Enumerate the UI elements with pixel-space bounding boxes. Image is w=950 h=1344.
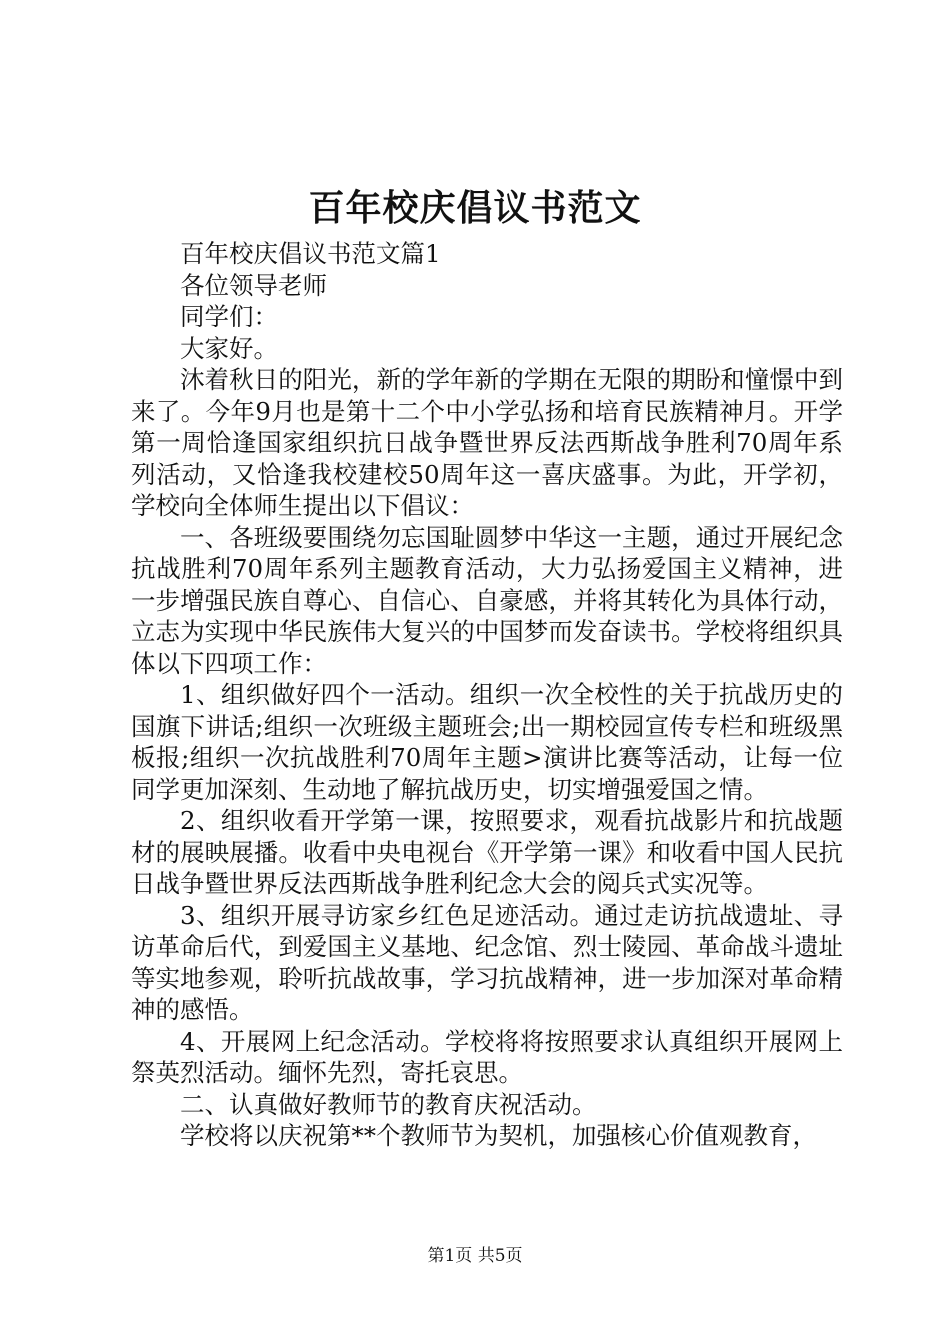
paragraph: 二、认真做好教师节的教育庆祝活动。 (180, 1089, 597, 1119)
paragraph: 4、开展网上纪念活动。学校将将按照要求认真组织开展网上祭英烈活动。缅怀先烈，寄托哀思。 (131, 1026, 843, 1087)
paragraph: 各位领导老师 (180, 270, 327, 300)
paragraph: 大家好。 (180, 333, 278, 363)
paragraph: 2、组织收看开学第一课，按照要求，观看抗战影片和抗战题材的展映展播。收看中央电视台《开学第一课》和收看中国人民抗日战争暨世界反法西斯战争胜利纪念大会的阅兵式实况等。 (131, 806, 843, 898)
paragraph: 沐着秋日的阳光，新的学年新的学期在无限的期盼和憧憬中到来了。今年9月也是第十二个中小学弘扬和培育民族精神月。开学第一周恰逢国家组织抗日战争暨世界反法西斯战争胜利70周年系列活动，又恰逢我校建校50周年这一喜庆盛事。为此，开学初，学校向全体师生提出以下倡议： (131, 365, 843, 520)
paragraph: 百年校庆倡议书范文篇1 (180, 239, 441, 268)
page-footer: 第1页 共5页 (427, 1246, 523, 1266)
paragraph: 学校将以庆祝第**个教师节为契机，加强核心价值观教育， (180, 1121, 817, 1150)
paragraph: 1、组织做好四个一活动。组织一次全校性的关于抗战历史的国旗下讲话;组织一次班级主题班会;出一期校园宣传专栏和班级黑板报;组织一次抗战胜利70周年主题>演讲比赛等活动，让每一位同学更加深刻、生动地了解抗战历史，切实增强爱国之情。 (131, 680, 843, 804)
document-title: 百年校庆倡议书范文 (308, 188, 642, 229)
paragraph: 一、各班级要围绕勿忘国耻圆梦中华这一主题，通过开展纪念抗战胜利70周年系列主题教育活动，大力弘扬爱国主义精神，进一步增强民族自尊心、自信心、自豪感，并将其转化为具体行动，立志为实现中华民族伟大复兴的中国梦而发奋读书。学校将组织具体以下四项工作： (131, 522, 843, 678)
paragraph: 同学们： (180, 302, 278, 331)
paragraph: 3、组织开展寻访家乡红色足迹活动。通过走访抗战遗址、寻访革命后代，到爱国主义基地、纪念馆、烈士陵园、革命战斗遗址等实地参观，聆听抗战故事，学习抗战精神，进一步加深对革命精神的感悟。 (131, 900, 843, 1024)
document-body (131, 238, 843, 1152)
